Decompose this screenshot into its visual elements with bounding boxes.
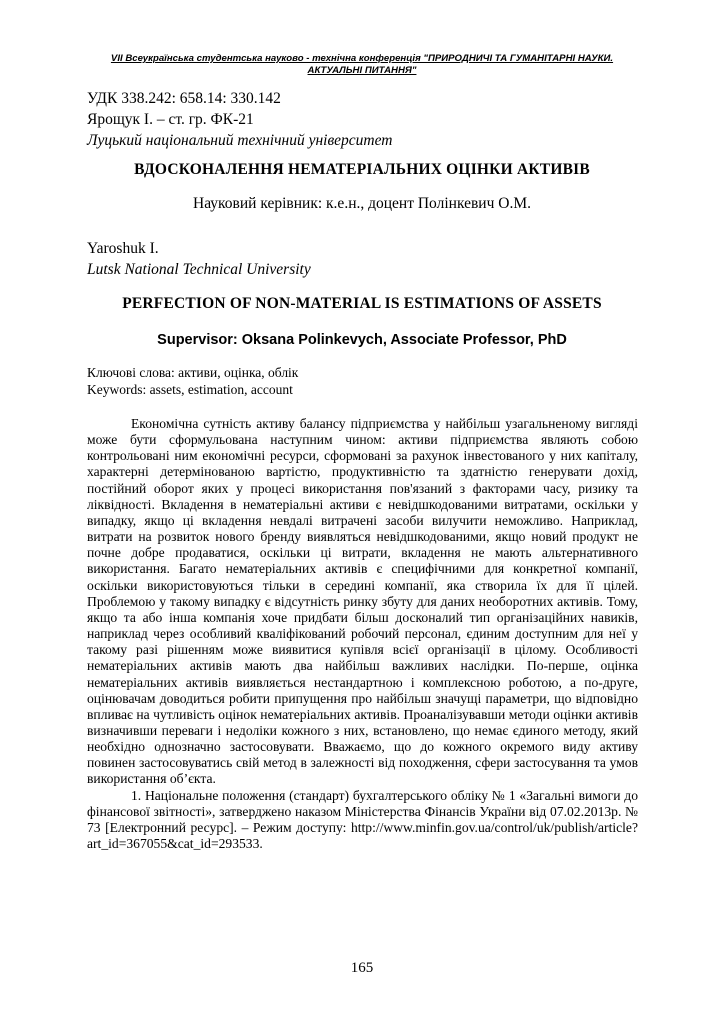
conference-header: [90, 53, 634, 77]
body-paragraph: Економічна сутність активу балансу підприємства у найбільш узагальненому вигляді може бути сформульована наступним чином: активи підприємства являють собою контрольовані ним економічні ресурси, сформовані за рахунок інвестованого у них капіталу, характерні детермінованою вартістю, продуктивністю та здатністю генерувати дохід, постійний оборот яких у процесі використання пов'язаний з факторами часу, ризику та ліквідності. Вкладення в нематеріальні активи є невідшкодованими витратами, оскільки у випадку, якщо ці вкладення невдалі витрачені засоби вилучити неможливо. Наприклад, витрати на розвиток нового бренду виявляться невідшкодованими, якщо новий продукт не почне добре продаватися, оскільки ці витрати, вкладення не мають альтернативного використання. Багато нематеріальних активів є специфічними для конкретної компанії, оскільки використовуються тільки в середині компанії, яка створила їх для її цілей. Проблемою у такому випадку є відсутність ринку збуту для даних необоротних активів. Тому, якщо та або інша компанія хоче придбати більш досконалий тип організаційних навиків, наприклад через особливий кваліфікований робочий персонал, єдиним доступним для неї у такому разі рішенням може виявитися купівля всієї організації в цілому. Особливості нематеріальних активів мають два найбільш важливих наслідки. По-перше, оцінка нематеріальних активів виявляється нестандартною і комплексною роботою, а по-друге, оцінювачам доводиться робити припущення про найбільш значущі параметри, що відповідно впливає на чутливість оцінок нематеріальних активів. Проаналізувавши методи оцінки активів визначивши переваги і недоліки кожного з них, встановлено, що немає єдиного методу, який необхідно однозначно застосовувати. Вважаємо, що до кожного окремого виду активу повинен застосовуватись свій метод в залежності від походження, сфери застосування та умов використання об’єкта.: [87, 416, 638, 787]
affiliation-en: Lutsk National Technical University: [87, 261, 311, 278]
affiliation-ua: Луцький національний технічний університет: [87, 132, 393, 149]
supervisor-ua: Науковий керівник: к.е.н., доцент Полінкевич О.М.: [193, 195, 531, 212]
udc-code: УДК 338.242: 658.14: 330.142: [87, 90, 281, 107]
author-ua: Ярощук І. – ст. гр. ФК-21: [87, 111, 254, 128]
keywords-block: [87, 364, 298, 398]
meta-en: [87, 238, 311, 280]
reference-item: 1. Національне положення (стандарт) бухгалтерського обліку № 1 «Загальні вимоги до фінансової звітності», затверджено наказом Міністерства Фінансів України від 07.02.2013р. № 73 [Електронний ресурс]. – Режим доступу: http://www.minfin.gov.ua/control/uk/publish/article?art_id=367055&cat_id=293533.: [87, 787, 638, 852]
conference-header-line-2: АКТУАЛЬНІ ПИТАННЯ": [307, 65, 417, 76]
conference-header-line-1: VII Всеукраїнська студентська науково - технічна конференція "ПРИРОДНИЧІ ТА ГУМАНІТАРНІ НАУКИ.: [110, 53, 614, 64]
title-en: PERFECTION OF NON-MATERIAL IS ESTIMATIONS OF ASSETS: [122, 295, 602, 312]
title-ua: ВДОСКОНАЛЕННЯ НЕМАТЕРІАЛЬНИХ ОЦІНКИ АКТИВІВ: [134, 161, 590, 178]
meta-ua: [87, 88, 393, 151]
supervisor-en: Supervisor: Oksana Polinkevych, Associate Professor, PhD: [157, 332, 567, 348]
body-text: [87, 416, 638, 852]
keywords-ua: Ключові слова: активи, оцінка, облік: [87, 365, 299, 380]
page-number: 165: [350, 960, 374, 976]
keywords-en: Keywords: assets, estimation, account: [87, 382, 293, 397]
author-en: Yaroshuk I.: [87, 240, 159, 257]
